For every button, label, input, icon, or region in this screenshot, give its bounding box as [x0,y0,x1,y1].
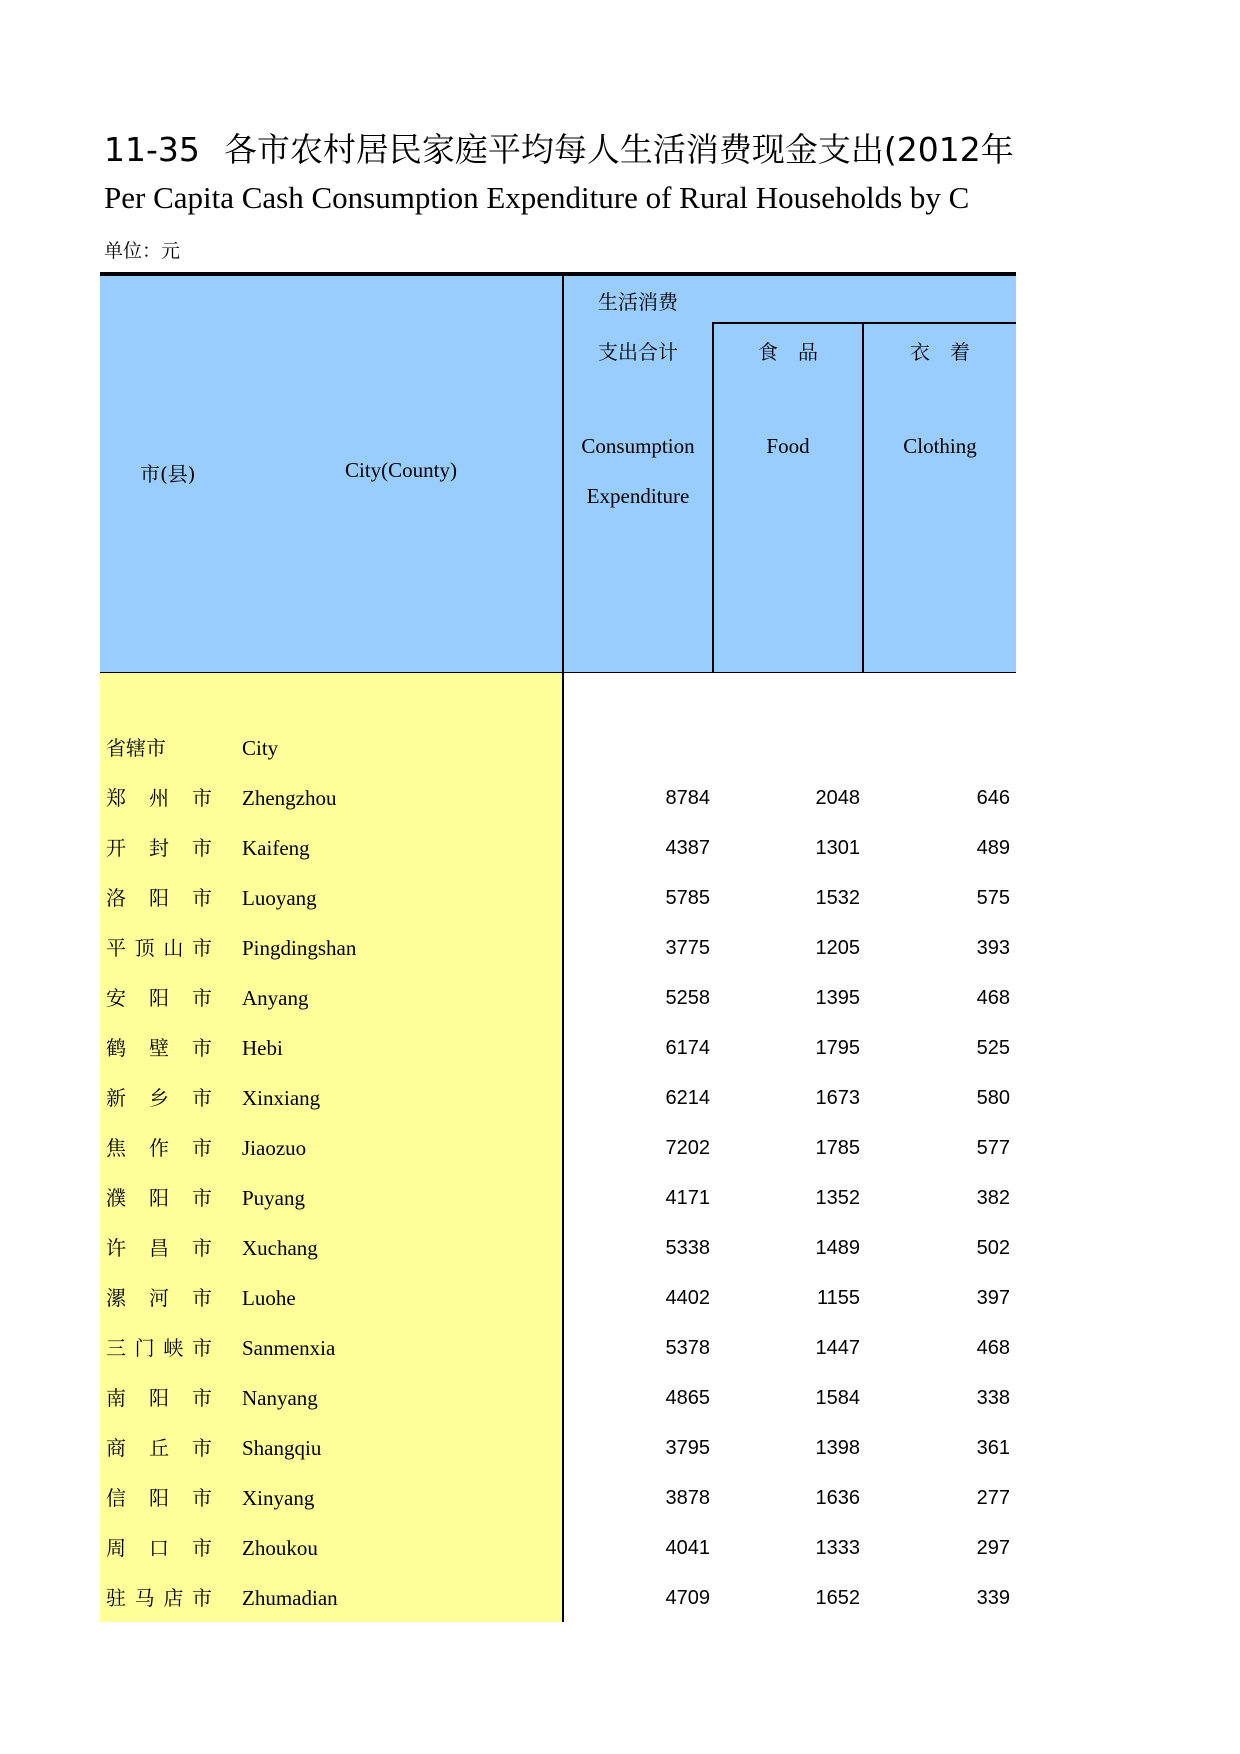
row-clothing: 361 [976,1437,1010,1459]
row-food: 1673 [815,1087,860,1109]
row-city-cn: 郑州市 [106,786,212,810]
row-clothing: 468 [976,1337,1010,1359]
table-row [100,973,1016,1023]
title-cn-text: 各市农村居民家庭平均每人生活消费现金支出(2012年 [223,130,1014,169]
divider-food [712,322,714,673]
row-city-en: Anyang [242,986,309,1010]
row-city-en: Zhoukou [242,1536,318,1560]
row-total: 5785 [665,887,710,909]
row-clothing: 393 [976,937,1010,959]
table-row [100,1123,1016,1173]
row-total: 5378 [665,1337,710,1359]
page-title-en: Per Capita Cash Consumption Expenditure of Rural Households by C [104,180,970,215]
row-food: 1532 [815,887,860,909]
row-city-en: Xuchang [242,1236,318,1260]
header-city-en: City(County) [345,458,458,482]
row-clothing: 382 [976,1187,1010,1209]
row-city-cn: 许昌市 [106,1236,212,1260]
section-label-en: City [242,736,279,760]
row-total: 7202 [665,1137,710,1159]
row-total: 3775 [665,937,710,959]
row-city-cn: 洛阳市 [106,886,212,910]
row-clothing: 577 [976,1137,1010,1159]
row-total: 4402 [665,1287,710,1309]
row-city-en: Kaifeng [242,836,310,860]
table-row [100,823,1016,873]
row-clothing: 525 [976,1037,1010,1059]
row-food: 1205 [815,937,860,959]
header-clothing-en: Clothing [903,434,977,458]
row-city-en: Puyang [242,1186,305,1210]
row-clothing: 502 [976,1237,1010,1259]
row-clothing: 277 [976,1487,1010,1509]
row-total: 4865 [665,1387,710,1409]
page-title-cn [104,124,1016,171]
section-label-cn: 省辖市 [106,736,166,760]
row-city-cn: 周口市 [106,1536,212,1560]
header-food-en: Food [766,434,810,458]
row-total: 3878 [665,1487,710,1509]
row-total: 5258 [665,987,710,1009]
row-city-cn: 濮阳市 [106,1186,212,1210]
row-city-en: Jiaozuo [242,1136,307,1160]
table-row [100,1223,1016,1273]
table-row [100,1173,1016,1223]
divider-subheader [712,322,1016,324]
row-total: 3795 [665,1437,710,1459]
unit-label: 单位：元 [104,240,181,262]
divider-clothing [862,322,864,673]
row-city-cn: 焦作市 [106,1136,212,1160]
row-food: 1447 [815,1337,860,1359]
row-city-en: Xinxiang [242,1086,321,1110]
table-row [100,773,1016,823]
row-total: 8784 [665,787,710,809]
row-city-en: Xinyang [242,1486,315,1510]
row-food: 1352 [815,1187,860,1209]
table-row [100,1423,1016,1473]
row-city-cn: 新乡市 [106,1086,212,1110]
row-clothing: 580 [976,1087,1010,1109]
row-clothing: 339 [976,1587,1010,1609]
row-city-en: Shangqiu [242,1436,322,1460]
row-food: 1155 [816,1287,860,1309]
row-city-en: Sanmenxia [242,1336,336,1360]
row-total: 5338 [665,1237,710,1259]
row-food: 1395 [815,987,860,1009]
header-total-en-1: Consumption [581,434,695,458]
header-total-en-2: Expenditure [586,484,690,508]
table-row [100,1473,1016,1523]
row-total: 4387 [665,837,710,859]
row-city-en: Zhengzhou [242,786,337,810]
row-city-en: Zhumadian [242,1586,338,1610]
header-clothing-cn: 衣 着 [910,340,970,364]
table-row [100,1023,1016,1073]
row-city-en: Luohe [242,1286,296,1310]
row-food: 1489 [815,1237,860,1259]
row-total: 4041 [665,1537,710,1559]
header-group-cn: 生活消费 [598,290,678,314]
table-row [100,1523,1016,1573]
row-clothing: 468 [976,987,1010,1009]
row-city-cn: 漯河市 [106,1286,212,1310]
header-food-cn: 食 品 [758,340,818,364]
row-total: 6174 [665,1037,710,1059]
row-city-en: Luoyang [242,886,317,910]
row-city-cn: 鹤壁市 [106,1036,212,1060]
row-food: 1652 [815,1587,860,1609]
table-row [100,1573,1016,1623]
row-food: 1785 [815,1137,860,1159]
row-total: 6214 [665,1087,710,1109]
row-food: 1795 [815,1037,860,1059]
row-city-cn: 安阳市 [106,986,212,1010]
table-row [100,1073,1016,1123]
row-food: 1398 [815,1437,860,1459]
row-city-cn: 开封市 [106,836,212,860]
row-city-en: Hebi [242,1036,283,1060]
table-number: 11-35 [104,130,200,169]
row-food: 2048 [815,787,860,809]
header-city-cn: 市(县) [140,462,196,486]
row-clothing: 646 [976,787,1010,809]
row-city-cn: 商丘市 [106,1436,212,1460]
row-total: 4709 [665,1587,710,1609]
row-total: 4171 [665,1187,710,1209]
table-row [100,923,1016,973]
table-row [100,1373,1016,1423]
row-city-cn: 平顶山市 [106,936,212,960]
row-city-cn: 三门峡市 [106,1336,212,1360]
row-clothing: 297 [976,1537,1010,1559]
table-row [100,1323,1016,1373]
row-clothing: 397 [976,1287,1010,1309]
row-food: 1584 [815,1387,860,1409]
table-row [100,873,1016,923]
row-city-en: Pingdingshan [242,936,357,960]
row-city-cn: 驻马店市 [106,1586,212,1610]
row-city-cn: 信阳市 [106,1486,212,1510]
row-food: 1333 [815,1537,860,1559]
row-food: 1301 [815,837,860,859]
section-row [100,723,1016,773]
row-clothing: 489 [976,837,1010,859]
row-clothing: 575 [976,887,1010,909]
row-city-cn: 南阳市 [106,1386,212,1410]
table-row [100,1273,1016,1323]
header-bottom-border [100,672,1016,673]
row-city-en: Nanyang [242,1386,318,1410]
header-total-cn: 支出合计 [598,340,678,364]
row-food: 1636 [815,1487,860,1509]
row-clothing: 338 [976,1387,1010,1409]
